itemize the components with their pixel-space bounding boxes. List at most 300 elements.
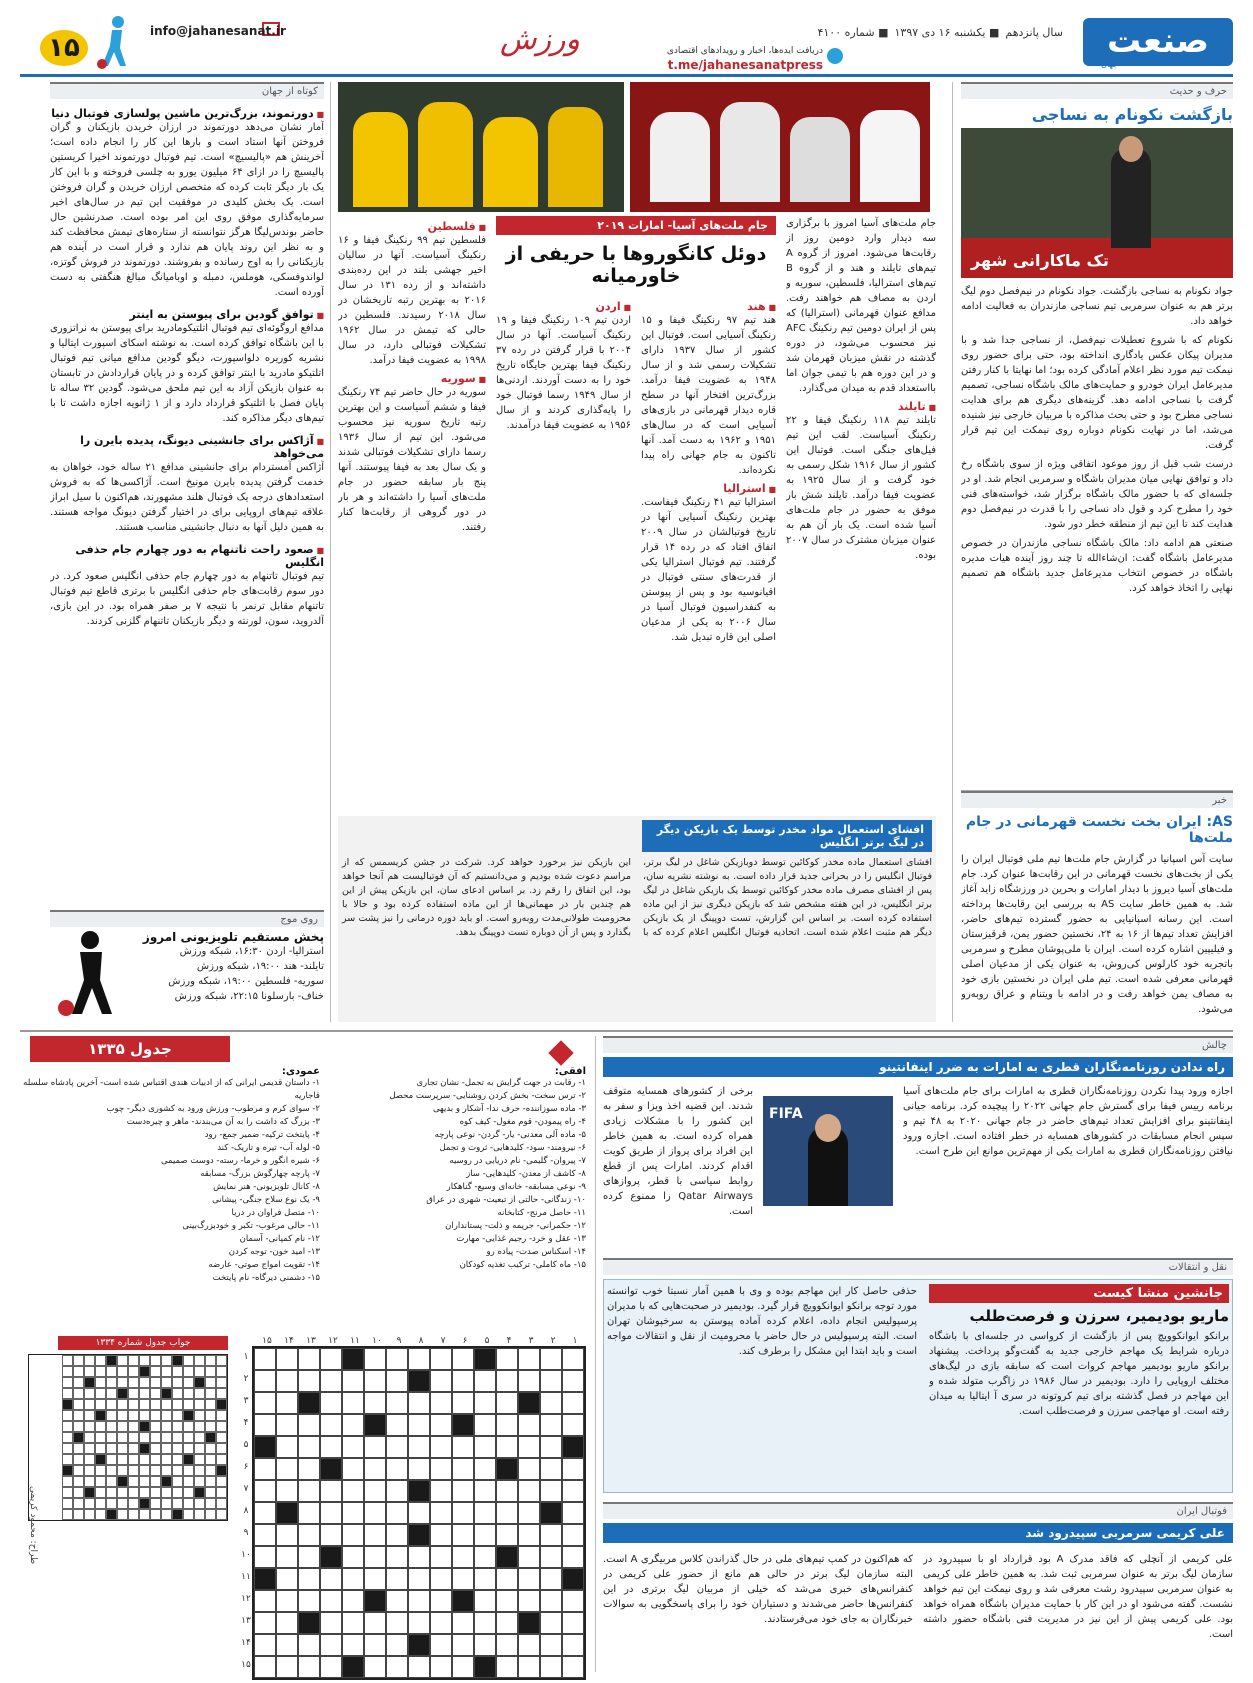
crossword-cell[interactable] <box>276 1392 298 1414</box>
crossword-cell[interactable] <box>430 1546 452 1568</box>
crossword-cell[interactable] <box>298 1568 320 1590</box>
crossword-cell[interactable] <box>364 1612 386 1634</box>
crossword-cell[interactable] <box>386 1524 408 1546</box>
crossword-title: جدول ۱۳۳۵ <box>30 1036 230 1062</box>
down-label: عمودی: <box>281 1066 320 1077</box>
answer-cell <box>73 1432 84 1443</box>
crossword-cell[interactable] <box>254 1634 276 1656</box>
answer-cell <box>194 1465 205 1476</box>
crossword-cell[interactable] <box>452 1656 474 1678</box>
crossword-cell[interactable] <box>254 1524 276 1546</box>
answer-cell <box>106 1410 117 1421</box>
crossword-cell[interactable] <box>298 1348 320 1370</box>
crossword-cell[interactable] <box>518 1634 540 1656</box>
answer-title: جواب جدول شماره ۱۳۳۴ <box>58 1336 228 1350</box>
crossword-cell[interactable] <box>408 1392 430 1414</box>
crossword-cell[interactable] <box>254 1348 276 1370</box>
crossword-cell[interactable] <box>276 1546 298 1568</box>
crossword-cell[interactable] <box>386 1436 408 1458</box>
crossword-cell[interactable] <box>474 1634 496 1656</box>
crossword-cell[interactable] <box>562 1414 584 1436</box>
crossword-cell[interactable] <box>276 1524 298 1546</box>
crossword-cell[interactable] <box>452 1568 474 1590</box>
answer-cell <box>205 1388 216 1399</box>
crossword-cell[interactable] <box>430 1502 452 1524</box>
crossword-cell[interactable] <box>496 1414 518 1436</box>
answer-cell <box>161 1454 172 1465</box>
crossword-cell[interactable] <box>342 1392 364 1414</box>
crossword-cell[interactable] <box>540 1392 562 1414</box>
paragraph: استرالیا تیم ۴۱ رنکینگ فیفاست. بهترین رنکینگ آسیایی آنها در تاریخ فوتبالشان در سال ۲۰۰۹ اتفاق افتاد که در رده ۱۴ قرار گرفتند. تیم فوتبال استرالیا یکی از قدرت‌های سنتی فوتبال در اقیانوسیه بود و پس از پیوستن به کنفدراسیون فوتبال آسیا در سال ۲۰۰۶ به یکی از مدعیان اصلی این قاره تبدیل شد. <box>641 497 776 643</box>
answer-cell <box>139 1388 150 1399</box>
crossword-cell[interactable] <box>298 1458 320 1480</box>
crossword-cell[interactable] <box>408 1436 430 1458</box>
crossword-cell[interactable] <box>496 1590 518 1612</box>
crossword-cell[interactable] <box>430 1612 452 1634</box>
crossword-cell[interactable] <box>518 1502 540 1524</box>
crossword-cell[interactable] <box>254 1546 276 1568</box>
crossword-cell[interactable] <box>298 1436 320 1458</box>
crossword-cell[interactable] <box>496 1568 518 1590</box>
crossword-cell <box>298 1612 320 1634</box>
answer-cell <box>172 1432 183 1443</box>
masthead <box>0 0 1253 80</box>
headline-drug[interactable]: افشای استعمال مواد مخدر توسط یک بازیکن دیگر در لیگ برتر انگلیس <box>642 820 932 852</box>
answer-cell <box>117 1498 128 1509</box>
crossword-cell[interactable] <box>320 1436 342 1458</box>
crossword-cell[interactable] <box>430 1656 452 1678</box>
crossword-cell[interactable] <box>452 1370 474 1392</box>
answer-cell <box>172 1399 183 1410</box>
crossword-cell[interactable] <box>276 1458 298 1480</box>
crossword-cell[interactable] <box>364 1656 386 1678</box>
crossword-cell[interactable] <box>408 1348 430 1370</box>
crossword-cell[interactable] <box>276 1414 298 1436</box>
crossword-cell[interactable] <box>562 1502 584 1524</box>
crossword-cell[interactable] <box>408 1612 430 1634</box>
down-clue: ۱۱- حالی مرغوب- تکبر و خودبزرگ‌بینی <box>182 1221 320 1231</box>
answer-cell <box>73 1509 84 1520</box>
crossword-cell[interactable] <box>342 1568 364 1590</box>
crossword-cell[interactable] <box>276 1436 298 1458</box>
crossword-cell[interactable] <box>386 1370 408 1392</box>
answer-cell <box>62 1476 73 1487</box>
crossword-cell[interactable] <box>430 1458 452 1480</box>
crossword-cell[interactable] <box>474 1612 496 1634</box>
crossword-cell[interactable] <box>342 1524 364 1546</box>
crossword-cell[interactable] <box>386 1546 408 1568</box>
paragraph: سوریه در حال حاضر تیم ۷۴ رنکینگ فیفا و ششم آسیاست و این بهترین رتبه تاریخ سوریه نیز محسوب می‌شود. این تیم از سال ۱۹۳۶ رسما دارای تشکیلات فوتبالی شدند و یک سال بعد به فیفا پیوستند. آنها پنج بار سابقه حضور در جام ملت‌های آسیا را داشته‌اند و هر بار در دور گروهی از رقابت‌ها کنار رفتند. <box>338 387 486 533</box>
crossword-cell[interactable] <box>540 1414 562 1436</box>
answer-cell <box>117 1443 128 1454</box>
crossword-cell[interactable] <box>276 1590 298 1612</box>
crossword-cell[interactable] <box>364 1436 386 1458</box>
crossword-cell[interactable] <box>518 1568 540 1590</box>
headline[interactable]: بازگشت نکونام به نساجی <box>1031 105 1233 124</box>
answer-cell <box>183 1355 194 1366</box>
kicker: نقل و انتقالات <box>603 1258 1233 1275</box>
crossword-cell[interactable] <box>496 1524 518 1546</box>
headline[interactable]: AS: ایران بخت نخست قهرمانی در جام ملت‌ها <box>965 814 1233 846</box>
crossword-cell[interactable] <box>474 1502 496 1524</box>
crossword-cell[interactable] <box>496 1348 518 1370</box>
crossword-cell[interactable] <box>298 1546 320 1568</box>
answer-cell <box>205 1465 216 1476</box>
crossword-cell[interactable] <box>276 1370 298 1392</box>
crossword-cell[interactable] <box>320 1656 342 1678</box>
article-infantino <box>603 1036 1233 1254</box>
answer-cell <box>161 1476 172 1487</box>
crossword-cell[interactable] <box>562 1590 584 1612</box>
crossword-cell[interactable] <box>540 1590 562 1612</box>
crossword-cell[interactable] <box>364 1392 386 1414</box>
crossword-cell[interactable] <box>518 1458 540 1480</box>
crossword-cell[interactable] <box>562 1348 584 1370</box>
crossword-cell[interactable] <box>452 1392 474 1414</box>
crossword-cell[interactable] <box>298 1480 320 1502</box>
crossword-cell[interactable] <box>386 1414 408 1436</box>
crossword-cell[interactable] <box>276 1612 298 1634</box>
crossword-cell[interactable] <box>276 1656 298 1678</box>
crossword-cell[interactable] <box>540 1348 562 1370</box>
answer-cell <box>73 1498 84 1509</box>
answer-cell <box>161 1465 172 1476</box>
crossword-cell[interactable] <box>364 1524 386 1546</box>
crossword-cell[interactable] <box>364 1546 386 1568</box>
answer-cell <box>106 1366 117 1377</box>
answer-cell <box>117 1355 128 1366</box>
crossword-cell[interactable] <box>254 1458 276 1480</box>
crossword-cell[interactable] <box>298 1590 320 1612</box>
crossword-cell[interactable] <box>320 1612 342 1634</box>
crossword-cell[interactable] <box>430 1414 452 1436</box>
crossword-cell[interactable] <box>276 1634 298 1656</box>
row-number: ۹ <box>243 1528 249 1538</box>
crossword-cell[interactable] <box>408 1502 430 1524</box>
crossword-cell[interactable] <box>430 1634 452 1656</box>
answer-cell <box>106 1355 117 1366</box>
crossword-cell[interactable] <box>452 1458 474 1480</box>
crossword-cell[interactable] <box>254 1480 276 1502</box>
crossword-cell[interactable] <box>386 1656 408 1678</box>
crossword-cell[interactable] <box>320 1370 342 1392</box>
answer-cell <box>194 1487 205 1498</box>
answer-cell <box>84 1410 95 1421</box>
crossword-cell[interactable] <box>540 1656 562 1678</box>
paragraph: نکونام که با شروع تعطیلات نیم‌فصل، از نساجی جدا شد و با مدیران پیکان عکس یادگاری انداخته بود، حتی برای حضور روی نیمکت تیم مورد نظر اعلام آمادگی کرده بود؛ اما نهایتا با کنار رفتن مدیرعامل ایران خودرو و حمایت‌های مالک باشگاه نساجی، تصمیم گرفت با نساجی ادامه دهد. گزینه‌های دیگری هم برای هدایت نساجی مطرح بود و حتی بحث مذاکره با مربیان خارجی نیز شنیده می‌شد، اما در نهایت نکونام دوباره روی نیمکت این تیم قرار گرفت. <box>961 335 1233 451</box>
crossword-cell[interactable] <box>496 1370 518 1392</box>
answer-cell <box>205 1421 216 1432</box>
crossword-cell[interactable] <box>540 1568 562 1590</box>
answer-cell <box>128 1355 139 1366</box>
crossword-cell[interactable] <box>562 1458 584 1480</box>
crossword-cell[interactable] <box>364 1480 386 1502</box>
answer-cell <box>172 1421 183 1432</box>
crossword-cell[interactable] <box>540 1612 562 1634</box>
headline-kangaroos[interactable]: دوئل کانگوروها با حریفی از خاورمیانه <box>505 243 767 287</box>
crossword-cell[interactable] <box>518 1370 540 1392</box>
crossword-cell[interactable] <box>386 1480 408 1502</box>
crossword-cell[interactable] <box>386 1568 408 1590</box>
crossword-cell[interactable] <box>298 1656 320 1678</box>
paragraph: برانکو ایوانکوویچ پس از بازگشت از کرواسی در جلسه‌ای با باشگاه درباره شرایط یک مهاجم خارجی جدید به گفت‌وگو پرداخت. پیشنهاد برانکو ماریو بودیمیر مهاجم کروات است که سابقه بازی در لیگ‌های مختلف اروپایی را دارد. بودیمیر در سال ۱۹۸۶ در زاگرب متولد شده و این مهاجم در فصل گذشته برای تیم کروتونه در سری آ ایتالیا به میدان رفته است. او مهاجمی سرزن و فرصت‌طلب است. <box>929 1331 1229 1417</box>
crossword-cell[interactable] <box>408 1568 430 1590</box>
crossword-cell[interactable] <box>540 1524 562 1546</box>
crossword-cell[interactable] <box>474 1370 496 1392</box>
column-number: ۷ <box>440 1336 446 1346</box>
crossword-cell <box>496 1546 518 1568</box>
answer-cell <box>139 1443 150 1454</box>
answer-cell <box>128 1443 139 1454</box>
answer-cell <box>106 1399 117 1410</box>
row-number: ۲ <box>243 1374 249 1384</box>
crossword-cell[interactable] <box>430 1568 452 1590</box>
answer-cell <box>73 1388 84 1399</box>
crossword-cell[interactable] <box>320 1414 342 1436</box>
crossword-cell[interactable] <box>562 1634 584 1656</box>
crossword-cell[interactable] <box>562 1656 584 1678</box>
crossword-cell[interactable] <box>342 1458 364 1480</box>
short-news-title[interactable]: ■ صعود راحت تاتنهام به دور چهارم جام حذفی انگلیس <box>50 543 324 569</box>
crossword-cell[interactable] <box>518 1436 540 1458</box>
crossword-grid[interactable] <box>252 1346 586 1680</box>
crossword-cell[interactable] <box>518 1546 540 1568</box>
across-clue: ۱۵- ماه کاملی- ترکیب تغذیه کودکان <box>459 1260 586 1270</box>
crossword-cell <box>562 1436 584 1458</box>
newspaper-logo[interactable]: صنعت <box>1083 18 1233 66</box>
crossword-cell[interactable] <box>320 1348 342 1370</box>
crossword-cell[interactable] <box>430 1590 452 1612</box>
crossword-cell[interactable] <box>364 1348 386 1370</box>
answer-cell <box>150 1410 161 1421</box>
row-number: ۱ <box>243 1352 249 1362</box>
crossword-cell[interactable] <box>386 1458 408 1480</box>
crossword-cell[interactable] <box>386 1590 408 1612</box>
crossword-cell[interactable] <box>452 1612 474 1634</box>
answer-cell <box>117 1366 128 1377</box>
kicker: حرف و حدیث <box>961 82 1233 99</box>
down-clue: ۴- پایتخت ترکیه- ضمیر جمع- رود <box>204 1130 320 1140</box>
crossword-cell[interactable] <box>320 1502 342 1524</box>
crossword-cell[interactable] <box>320 1524 342 1546</box>
crossword-cell <box>518 1612 540 1634</box>
crossword-cell[interactable] <box>342 1370 364 1392</box>
crossword-cell[interactable] <box>408 1590 430 1612</box>
crossword-cell[interactable] <box>342 1546 364 1568</box>
crossword-cell[interactable] <box>254 1414 276 1436</box>
crossword-cell[interactable] <box>276 1480 298 1502</box>
crossword-cell[interactable] <box>540 1480 562 1502</box>
crossword-cell[interactable] <box>562 1524 584 1546</box>
crossword-cell[interactable] <box>518 1524 540 1546</box>
crossword-cell[interactable] <box>298 1370 320 1392</box>
headline-infantino[interactable]: راه ندادن روزنامه‌نگاران قطری به امارات به ضرر اینفانتینو <box>603 1057 1233 1077</box>
answer-cell <box>95 1388 106 1399</box>
crossword-cell[interactable] <box>320 1568 342 1590</box>
crossword-cell[interactable] <box>364 1634 386 1656</box>
crossword-cell[interactable] <box>474 1414 496 1436</box>
crossword-cell[interactable] <box>254 1656 276 1678</box>
answer-cell <box>150 1377 161 1388</box>
short-news-title[interactable]: ■ آژاکس برای جانشینی دیونگ، پدیده بایرن را می‌خواهد <box>50 434 324 460</box>
crossword-cell[interactable] <box>496 1634 518 1656</box>
headline-karimi[interactable]: علی کریمی سرمربی سپیدرود شد <box>603 1523 1233 1543</box>
crossword-cell[interactable] <box>452 1546 474 1568</box>
down-clue: ۹- یک نوع سلاح جنگی- پیشانی <box>212 1195 320 1205</box>
crossword-cell[interactable] <box>342 1436 364 1458</box>
crossword-cell[interactable] <box>298 1524 320 1546</box>
crossword-cell[interactable] <box>320 1480 342 1502</box>
crossword-cell[interactable] <box>386 1502 408 1524</box>
crossword-cell[interactable] <box>342 1502 364 1524</box>
answer-cell <box>62 1454 73 1465</box>
crossword-cell[interactable] <box>298 1502 320 1524</box>
crossword-cell[interactable] <box>496 1436 518 1458</box>
crossword-cell[interactable] <box>474 1590 496 1612</box>
crossword-cell[interactable] <box>562 1546 584 1568</box>
row-number: ۱۴ <box>241 1638 251 1648</box>
answer-cell <box>139 1476 150 1487</box>
row-number: ۱۵ <box>241 1660 251 1670</box>
crossword-cell[interactable] <box>430 1370 452 1392</box>
photo-iran-team <box>630 82 930 212</box>
crossword-cell[interactable] <box>364 1568 386 1590</box>
crossword-cell[interactable] <box>408 1414 430 1436</box>
crossword-cell[interactable] <box>452 1524 474 1546</box>
short-news-body: آمار نشان می‌دهد دورتموند در ارزان خریدن بازیکنان و گران فروختن آنها استاد است و بارها این کار را انجام داده است؛ آخرینش هم «پالیسیچ» است. تیم فوتبال دورتموند اخیرا کریستین پالیسیچ را در ازای ۶۴ میلیون یورو به چلسی فروخته و با این کار یک بار دیگر ثابت کرده که متخصص ارزان خریدن و گران فروختن است. یک بخش کلیدی در موفقیت این تیم در سال‌های اخیر سرمایه‌گذاری موفق روی این امر بوده است. صدرنشین حال حاضر بوندس‌لیگا هرگز نتوانسته از ستاره‌های تیمش محافظت کند و به نظر این روند پایان هم ندارد و قرار است در آینده هم بازیکنانی را به اوج رسانده و بفروشند. دورتموند در فروش گوتزه، لواندوفسکی، هوملس، دمبله و اوبامیانگ مبالغ هنگفتی به دست آورده است. <box>50 122 324 298</box>
telegram-icon[interactable] <box>827 48 843 64</box>
crossword-cell[interactable] <box>276 1568 298 1590</box>
crossword-cell[interactable] <box>342 1634 364 1656</box>
crossword-cell[interactable] <box>562 1480 584 1502</box>
crossword-cell[interactable] <box>452 1348 474 1370</box>
crossword-cell[interactable] <box>452 1436 474 1458</box>
answer-cell <box>194 1454 205 1465</box>
crossword-cell[interactable] <box>474 1458 496 1480</box>
crossword-cell[interactable] <box>298 1414 320 1436</box>
telegram-link[interactable]: t.me/jahanesanatpress <box>667 58 823 72</box>
crossword-cell[interactable] <box>364 1458 386 1480</box>
answer-cell <box>205 1432 216 1443</box>
crossword-cell[interactable] <box>562 1612 584 1634</box>
crossword-cell[interactable] <box>518 1590 540 1612</box>
crossword-cell[interactable] <box>518 1480 540 1502</box>
answer-cell <box>183 1454 194 1465</box>
answer-cell <box>84 1366 95 1377</box>
crossword-cell[interactable] <box>342 1612 364 1634</box>
crossword-cell[interactable] <box>496 1392 518 1414</box>
paragraph: حذفی حاصل کار این مهاجم بوده و وی با همین آمار نسبتا خوب توانسته مورد توجه برانکو ایوانکوویچ قرار گیرد. بودیمیر در صحبت‌هایی که با مدیران پرسپولیس انجام داده، اعلام کرده آماده پیوستن به سرخپوشان تهران است. البته پرسپولیس در حال حاضر با محرومیت از نقل و انتقالات مواجه است و باید ابتدا این مشکل را برطرف کند. <box>607 1286 917 1357</box>
issue-year: سال پانزدهم <box>1005 26 1063 39</box>
crossword-cell[interactable] <box>562 1370 584 1392</box>
crossword-cell[interactable] <box>430 1480 452 1502</box>
crossword-cell[interactable] <box>320 1392 342 1414</box>
subhead-australia: ■ استرالیا <box>641 482 776 495</box>
crossword-cell[interactable] <box>474 1568 496 1590</box>
crossword-cell[interactable] <box>452 1480 474 1502</box>
answer-cell <box>128 1476 139 1487</box>
photo-nekounam <box>961 128 1233 278</box>
crossword-cell[interactable] <box>342 1590 364 1612</box>
answer-cell <box>128 1399 139 1410</box>
crossword-cell[interactable] <box>518 1348 540 1370</box>
crossword-cell[interactable] <box>386 1392 408 1414</box>
crossword-cell[interactable] <box>474 1436 496 1458</box>
crossword-cell[interactable] <box>518 1414 540 1436</box>
email-link[interactable]: info@jahanesanat.ir <box>150 24 286 38</box>
crossword-cell[interactable] <box>496 1612 518 1634</box>
short-news-title[interactable]: ■ توافق گودین برای پیوستن به اینتر <box>50 308 324 321</box>
crossword-cell[interactable] <box>342 1480 364 1502</box>
crossword-cell[interactable] <box>364 1502 386 1524</box>
answer-cell <box>106 1432 117 1443</box>
crossword-cell[interactable] <box>430 1436 452 1458</box>
kicker-asian-cup: جام ملت‌های آسیا- امارات ۲۰۱۹ <box>496 216 776 235</box>
crossword-cell[interactable] <box>254 1612 276 1634</box>
crossword-cell[interactable] <box>518 1656 540 1678</box>
crossword-cell[interactable] <box>408 1458 430 1480</box>
headline-budimir[interactable]: جانشین منشا کیست <box>929 1284 1229 1303</box>
crossword-cell[interactable] <box>562 1392 584 1414</box>
crossword-cell[interactable] <box>364 1370 386 1392</box>
crossword-cell[interactable] <box>496 1480 518 1502</box>
crossword-cell[interactable] <box>254 1392 276 1414</box>
crossword-cell[interactable] <box>452 1634 474 1656</box>
crossword-cell[interactable] <box>386 1348 408 1370</box>
short-news-title[interactable]: ■ دورتموند، بزرگ‌ترین ماشین پولسازی فوتبال دنیا <box>50 107 324 120</box>
crossword-cell[interactable] <box>474 1524 496 1546</box>
crossword-cell[interactable] <box>386 1612 408 1634</box>
crossword-cell[interactable] <box>452 1502 474 1524</box>
crossword-cell <box>496 1458 518 1480</box>
crossword-cell[interactable] <box>540 1436 562 1458</box>
crossword-cell[interactable] <box>474 1480 496 1502</box>
crossword-cell <box>276 1502 298 1524</box>
crossword-cell[interactable] <box>408 1656 430 1678</box>
crossword-cell[interactable] <box>254 1502 276 1524</box>
crossword-cell[interactable] <box>342 1414 364 1436</box>
answer-cell <box>139 1355 150 1366</box>
crossword-cell[interactable] <box>430 1524 452 1546</box>
tv-lines <box>128 944 324 1004</box>
answer-cell <box>183 1465 194 1476</box>
crossword-cell[interactable] <box>474 1392 496 1414</box>
crossword-cell[interactable] <box>276 1348 298 1370</box>
crossword-cell[interactable] <box>408 1546 430 1568</box>
answer-cell <box>172 1366 183 1377</box>
crossword-cell[interactable] <box>540 1370 562 1392</box>
answer-cell <box>172 1377 183 1388</box>
crossword-cell[interactable] <box>320 1634 342 1656</box>
crossword-cell[interactable] <box>386 1634 408 1656</box>
crossword-cell <box>562 1568 584 1590</box>
crossword-cell[interactable] <box>540 1458 562 1480</box>
crossword-cell[interactable] <box>254 1370 276 1392</box>
crossword-cell[interactable] <box>254 1590 276 1612</box>
crossword-cell[interactable] <box>540 1546 562 1568</box>
crossword-cell[interactable] <box>298 1634 320 1656</box>
answer-cell <box>161 1399 172 1410</box>
crossword-cell[interactable] <box>496 1502 518 1524</box>
crossword-cell[interactable] <box>320 1590 342 1612</box>
answer-cell <box>95 1366 106 1377</box>
kicker: خبر <box>961 791 1233 808</box>
crossword-cell[interactable] <box>430 1348 452 1370</box>
crossword-cell[interactable] <box>430 1392 452 1414</box>
crossword-cell[interactable] <box>540 1634 562 1656</box>
crossword-cell[interactable] <box>474 1546 496 1568</box>
crossword-cell[interactable] <box>496 1656 518 1678</box>
